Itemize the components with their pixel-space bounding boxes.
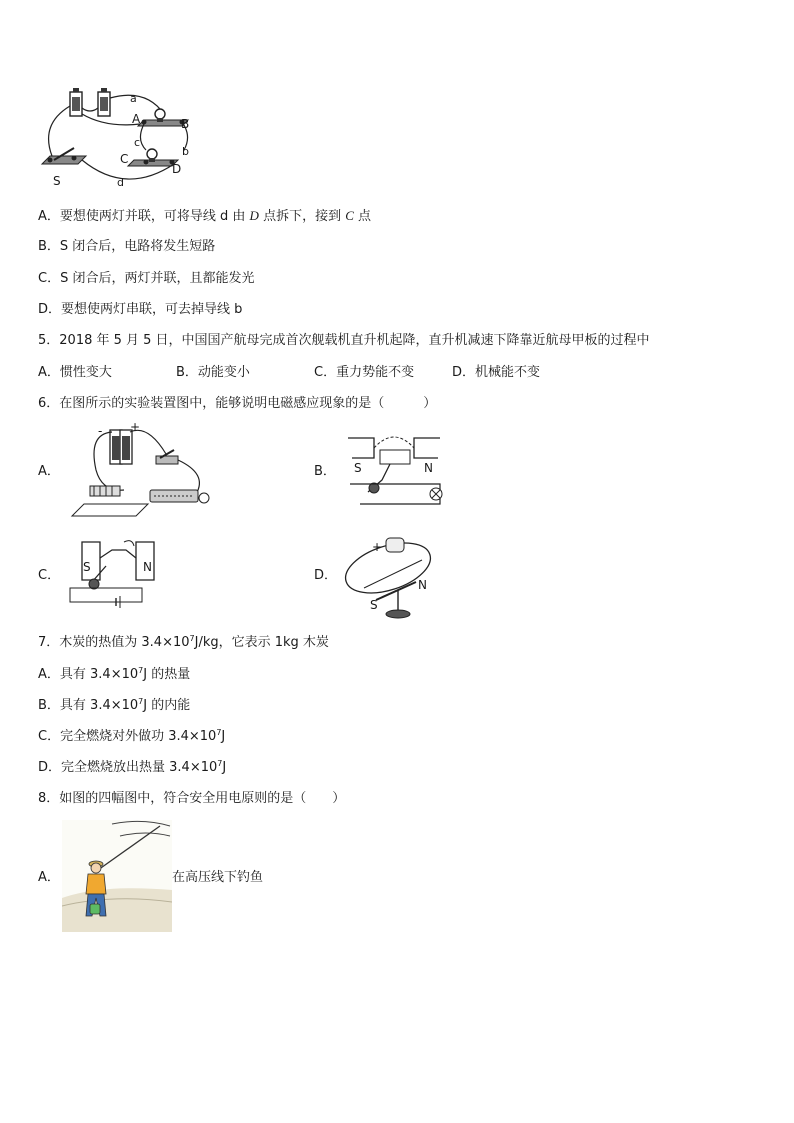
q7-option-c: C．完全燃烧对外做功 $3.4\times 10^7J$ [38,728,226,744]
rheostat [150,490,209,503]
fig-a-plus: + [130,420,141,434]
battery-pack [110,430,132,464]
q6-figure-a [68,420,218,520]
fig-c-s: S [83,560,91,574]
label-b: b [182,145,189,158]
q6-figure-b [340,428,450,516]
label-d: d [117,176,124,189]
q6-option-d-label: D． [314,568,338,583]
motor-apparatus [66,536,170,610]
wire-left [49,106,70,156]
fig-b-s: S [354,461,362,475]
q6-option-a-label: A． [38,464,60,479]
label-C: C [120,152,129,166]
fig-a-minus: - [98,424,103,438]
q4-option-a: A．要想使两灯并联，可将导线 d 由 D 点拆下，接到 C 点 [38,208,372,224]
battery-cell-1 [70,88,82,116]
label-A: A [132,112,141,126]
q6-option-b-label: B． [314,464,336,479]
q7-stem: 7．木炭的热值为 $3.4\times 10^7J/kg$，它表示 1kg 木炭 [38,634,329,650]
fig-d-s: S [370,598,378,612]
q5-option-a: A．惯性变大 [38,365,112,380]
q5-option-b: B．动能变小 [176,365,250,380]
q4-option-c: C．S 闭合后，两灯并联，且都能发光 [38,271,255,286]
q5-option-d: D．机械能不变 [452,365,541,380]
fig-d-n: N [418,578,427,592]
battery-cell-2 [98,88,110,116]
q6-figure-d [340,532,436,620]
fig-b-n: N [424,461,433,475]
label-B: B [181,117,190,131]
q7-option-b: B．具有 $3.4\times 10^7J$ 的内能 [38,697,191,713]
q8-figure-a [62,820,172,932]
fig-c-n: N [143,560,152,574]
q8-option-a-label: A． [38,870,60,885]
circuit-figure [36,84,236,196]
q8-stem: 8．如图的四幅图中，符合安全用电原则的是（ ） [38,791,346,806]
switch-s [42,148,86,164]
coil [72,486,148,516]
q4-option-b: B．S 闭合后，电路将发生短路 [38,239,216,254]
label-a: a [130,92,137,105]
fig-d-plus: + [372,540,383,554]
wire-c [140,124,146,150]
q5-options [38,364,738,382]
fishing-under-power-line-illustration [62,820,172,932]
label-S: S [53,174,61,188]
q5-stem: 5．2018 年 5 月 5 日，中国国产航母完成首次舰载机直升机起降，直升机减速下降靠近航母甲板的过程中 [38,333,650,348]
lamp-symbol [430,488,442,500]
q7-option-a: A．具有 $3.4\times 10^7J$ 的热量 [38,666,191,682]
q6-stem: 6．在图所示的实验装置图中，能够说明电磁感应现象的是（ ） [38,396,437,411]
label-D: D [172,162,182,176]
q4-option-d: D．要想使两灯串联，可去掉导线 b [38,302,243,317]
switch [156,450,178,464]
q8-option-a-text: 在高压线下钓鱼 [172,870,264,885]
q5-option-c: C．重力势能不变 [314,365,415,380]
electromagnet-apparatus [68,424,218,520]
q6-option-c-label: C． [38,568,61,583]
label-c: c [134,136,141,149]
q6-figure-c [66,536,170,610]
q7-option-d: D．完全燃烧放出热量 $3.4\times 10^7J$ [38,759,227,775]
